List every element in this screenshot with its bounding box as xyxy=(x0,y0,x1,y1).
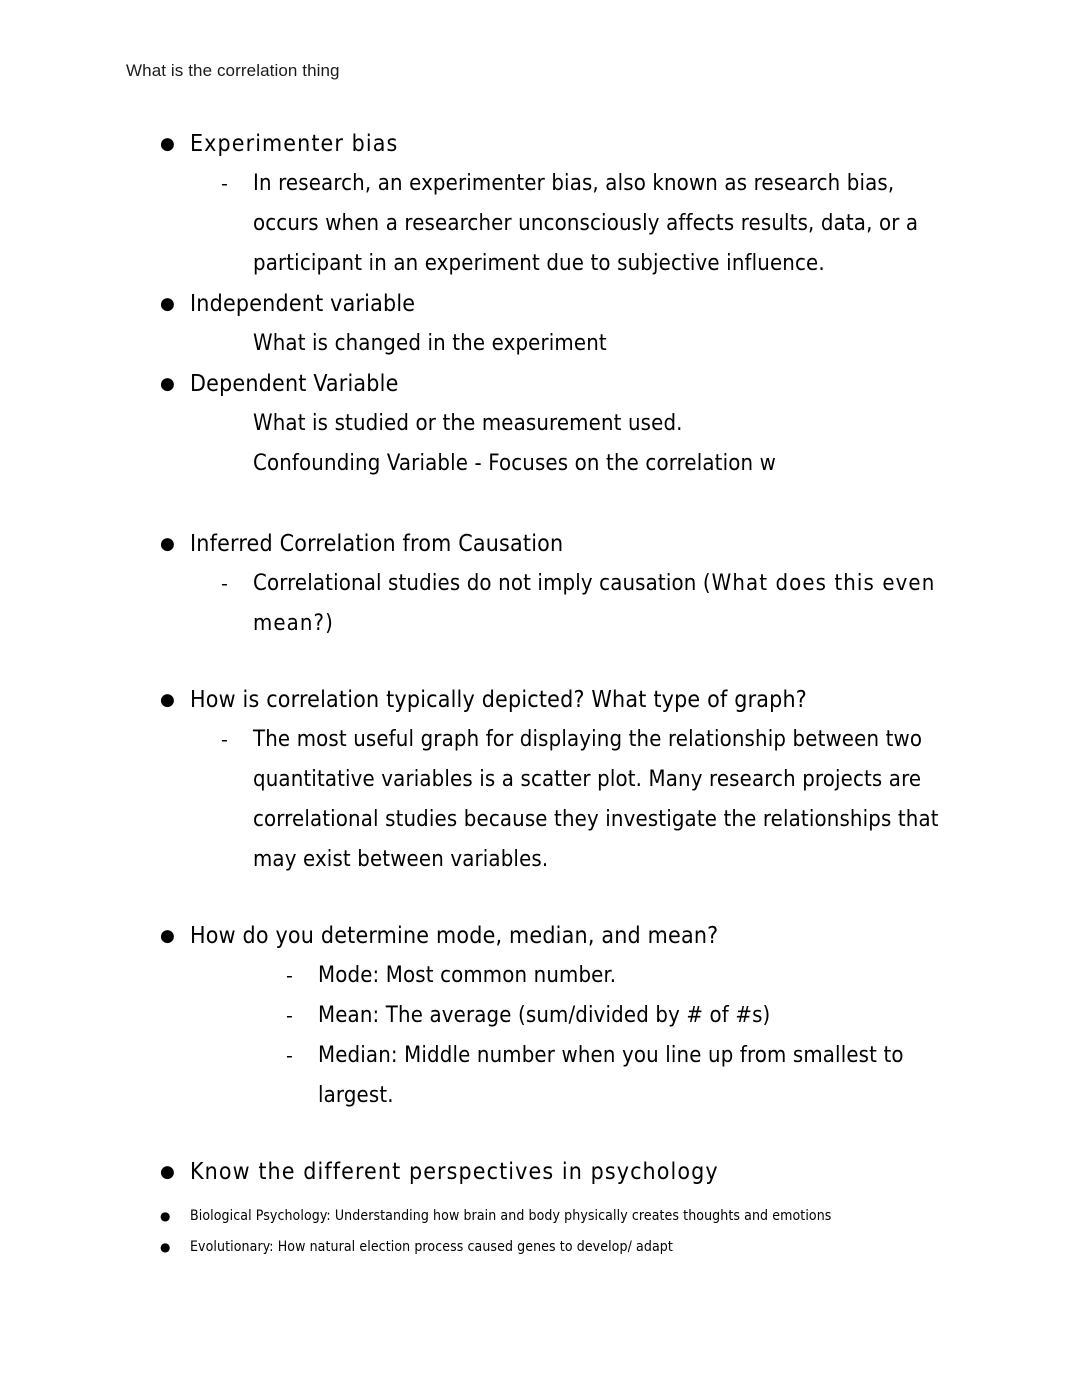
list-item-text: What is changed in the experiment xyxy=(253,331,607,356)
list-item xyxy=(0,1232,1080,1263)
list-item-text: Median: Middle number when you line up from smallest to largest. xyxy=(318,1043,904,1108)
dash-icon: - xyxy=(221,173,228,195)
list-item-text: Dependent Variable xyxy=(190,371,399,397)
list-item xyxy=(0,720,1080,880)
section-spacer xyxy=(0,1192,1080,1201)
bullet-icon: ● xyxy=(160,1209,171,1223)
list-item-text: Confounding Variable - Focuses on the correlation w xyxy=(253,451,776,476)
bullet-icon: ● xyxy=(160,294,175,314)
list-item-text: Know the different perspectives in psychology xyxy=(190,1159,719,1185)
list-item xyxy=(0,444,1080,484)
list-item xyxy=(0,916,1080,956)
list-item-text: The most useful graph for displaying the relationship between two quantitative variables is a scatter plot. Many research projects are correlational studies because they investigate the relationships that may exist between variables. xyxy=(253,727,939,872)
list-item xyxy=(0,564,1080,644)
dash-icon: - xyxy=(286,1005,293,1027)
section-spacer xyxy=(0,644,1080,680)
list-item xyxy=(0,1152,1080,1192)
list-item xyxy=(0,364,1080,404)
section-independent-variable xyxy=(0,284,1080,364)
page-title: What is the correlation thing xyxy=(126,61,340,80)
list-item xyxy=(0,164,1080,284)
list-item xyxy=(0,956,1080,996)
list-item xyxy=(0,1036,1080,1116)
section-spacer xyxy=(0,484,1080,524)
list-item xyxy=(0,284,1080,324)
list-item xyxy=(0,124,1080,164)
list-item xyxy=(0,996,1080,1036)
dash-icon: - xyxy=(286,1045,293,1067)
list-item-text: In research, an experimenter bias, also known as research bias, occurs when a researcher unconsciously affects results, data, or a participant in an experiment due to subjective influence. xyxy=(253,171,919,276)
bullet-icon: ● xyxy=(160,534,175,554)
bullet-icon: ● xyxy=(160,134,175,154)
section-experimenter-bias xyxy=(0,124,1080,284)
section-dependent-variable xyxy=(0,364,1080,484)
list-item xyxy=(0,524,1080,564)
section-correlation-graph xyxy=(0,680,1080,880)
list-item-text: Experimenter bias xyxy=(190,131,399,157)
notes-body xyxy=(0,124,1080,1263)
section-inferred-correlation xyxy=(0,524,1080,644)
list-item-text: How is correlation typically depicted? What type of graph? xyxy=(190,687,807,713)
bullet-icon: ● xyxy=(160,1162,175,1182)
section-mode-median-mean xyxy=(0,916,1080,1116)
list-item xyxy=(0,324,1080,364)
list-item xyxy=(0,404,1080,444)
list-item-text: How do you determine mode, median, and mean? xyxy=(190,923,719,949)
bullet-icon: ● xyxy=(160,374,175,394)
list-item-text: Mean: The average (sum/divided by # of #s) xyxy=(318,1003,771,1028)
list-item-text: Biological Psychology: Understanding how brain and body physically creates thoughts and emotions xyxy=(190,1208,832,1224)
list-item-text: Mode: Most common number. xyxy=(318,963,617,988)
section-spacer xyxy=(0,1116,1080,1152)
list-item-text: What is studied or the measurement used. xyxy=(253,411,683,436)
list-item-text xyxy=(253,564,1080,644)
bullet-icon: ● xyxy=(160,926,175,946)
list-item xyxy=(0,1201,1080,1232)
list-item xyxy=(0,680,1080,720)
dash-icon: - xyxy=(286,965,293,987)
dash-icon: - xyxy=(221,573,228,595)
list-item-text-plain: Correlational studies do not imply causation xyxy=(253,571,703,596)
section-spacer xyxy=(0,880,1080,916)
section-perspectives xyxy=(0,1152,1080,1263)
list-item-text: Evolutionary: How natural election process caused genes to develop/ adapt xyxy=(190,1239,673,1255)
list-item-text-emphasis: (What does this even mean?) xyxy=(253,571,936,636)
bullet-icon: ● xyxy=(160,1240,171,1254)
list-item-text: Independent variable xyxy=(190,291,416,317)
bullet-icon: ● xyxy=(160,690,175,710)
list-item-text: Inferred Correlation from Causation xyxy=(190,531,564,557)
dash-icon: - xyxy=(221,729,228,751)
